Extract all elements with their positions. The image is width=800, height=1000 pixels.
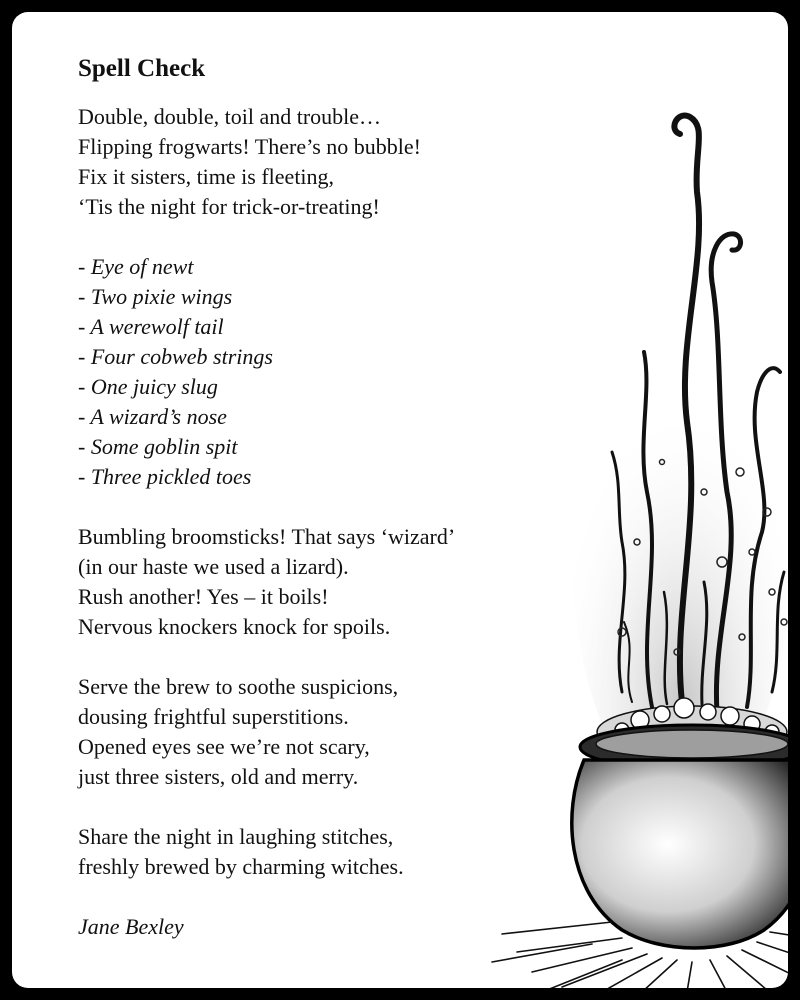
ingredient-item: - Eye of newt: [78, 254, 194, 279]
poem-line: (in our haste we used a lizard).: [78, 554, 349, 579]
ingredient-item: - Three pickled toes: [78, 464, 252, 489]
poem-line: Nervous knockers knock for spoils.: [78, 614, 391, 639]
poem-title: Spell Check: [78, 55, 206, 82]
poem-line: Opened eyes see we’re not scary,: [78, 734, 370, 759]
ingredient-item: - A wizard’s nose: [78, 404, 227, 429]
ingredient-item: - A werewolf tail: [78, 314, 224, 339]
poem-line: just three sisters, old and merry.: [78, 764, 359, 789]
poem-line: Serve the brew to soothe suspicions,: [78, 674, 399, 699]
poem-line: Flipping frogwarts! There’s no bubble!: [78, 134, 421, 159]
cauldron-body: [572, 760, 788, 948]
poem-line: Fix it sisters, time is fleeting,: [78, 164, 335, 189]
poem-line: Bumbling broomsticks! That says ‘wizard’: [78, 524, 456, 549]
ingredient-item: - Some goblin spit: [78, 434, 238, 459]
ingredient-item: - Four cobweb strings: [78, 344, 273, 369]
ingredient-item: - Two pixie wings: [78, 284, 233, 309]
poem-author: Jane Bexley: [78, 914, 184, 939]
poem-line: ‘Tis the night for trick-or-treating!: [78, 194, 380, 219]
poem-line: dousing frightful superstitions.: [78, 704, 349, 729]
cauldron-rim-inner: [596, 730, 788, 758]
cauldron-illustration: [472, 92, 788, 988]
poem-line: freshly brewed by charming witches.: [78, 854, 404, 879]
poem-line: Double, double, toil and trouble…: [78, 104, 382, 129]
ingredient-item: - One juicy slug: [78, 374, 218, 399]
poem-line: Rush another! Yes – it boils!: [78, 584, 329, 609]
poem-line: Share the night in laughing stitches,: [78, 824, 394, 849]
poem-card: [12, 12, 788, 988]
